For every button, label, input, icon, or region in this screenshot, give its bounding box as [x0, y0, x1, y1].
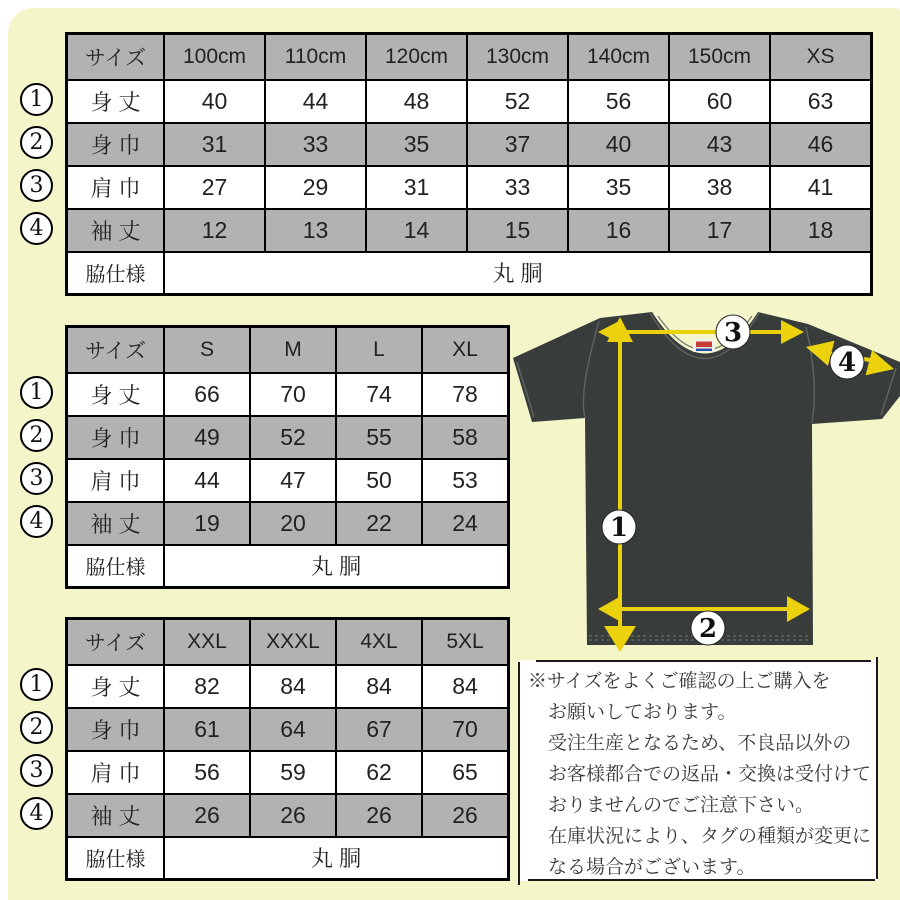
notice-text [528, 666, 873, 883]
size-header-cell: 140cm [568, 34, 669, 80]
measure-value-cell: 16 [568, 209, 669, 252]
measure-value-cell: 29 [265, 166, 366, 209]
size-header-label: サイズ [67, 619, 165, 665]
measure-value-cell: 52 [250, 416, 336, 459]
size-table-xxl-5xl [65, 617, 510, 881]
measure-value-cell: 61 [164, 708, 250, 751]
notice-line: お願いしております。 [548, 702, 737, 723]
measure-value-cell: 84 [336, 665, 422, 708]
measure-value-cell: 12 [164, 209, 265, 252]
shirt-marker-3 [716, 315, 750, 349]
measure-value-cell: 47 [250, 459, 336, 502]
shirt-marker-2 [691, 611, 725, 645]
size-header-cell: XXL [164, 619, 250, 665]
measure-value-cell: 18 [770, 209, 872, 252]
measure-value-cell: 14 [366, 209, 467, 252]
svg-text:1: 1 [609, 513, 629, 543]
measure-label-cell: 肩 巾 [67, 751, 165, 794]
measure-label-cell: 袖 丈 [67, 502, 165, 545]
notice-line: 受注生産となるため、不良品以外の [548, 733, 852, 754]
size-header-cell: S [164, 327, 250, 373]
measure-value-cell: 26 [336, 794, 422, 837]
measure-value-cell: 50 [336, 459, 422, 502]
size-table-kids-100-xs [65, 32, 873, 296]
measure-value-cell: 55 [336, 416, 422, 459]
measure-value-cell: 65 [422, 751, 509, 794]
measure-value-cell: 15 [467, 209, 568, 252]
size-header-cell: 5XL [422, 619, 509, 665]
measure-value-cell: 78 [422, 373, 509, 416]
circled-number-4: 4 [20, 212, 53, 245]
spec-label-cell: 脇仕様 [67, 545, 165, 588]
measure-value-cell: 26 [422, 794, 509, 837]
measure-value-cell: 46 [770, 123, 872, 166]
measure-value-cell: 31 [366, 166, 467, 209]
measure-value-cell: 20 [250, 502, 336, 545]
tshirt-diagram [500, 300, 900, 660]
measure-value-cell: 70 [422, 708, 509, 751]
measure-value-cell: 67 [336, 708, 422, 751]
measure-value-cell: 84 [250, 665, 336, 708]
measure-value-cell: 31 [164, 123, 265, 166]
measure-value-cell: 84 [422, 665, 509, 708]
measure-value-cell: 17 [669, 209, 770, 252]
size-header-cell: 150cm [669, 34, 770, 80]
circled-number-1: 1 [20, 83, 53, 116]
shirt-marker-4 [830, 345, 864, 379]
measure-value-cell: 41 [770, 166, 872, 209]
measure-value-cell: 35 [366, 123, 467, 166]
measure-label-cell: 身 丈 [67, 665, 165, 708]
spec-value-cell: 丸 胴 [164, 837, 509, 880]
size-header-cell: 110cm [265, 34, 366, 80]
measure-value-cell: 62 [336, 751, 422, 794]
measure-value-cell: 58 [422, 416, 509, 459]
svg-text:3: 3 [723, 318, 743, 348]
notice-line: ※サイズをよくご確認の上ご購入を [528, 671, 831, 692]
measure-value-cell: 33 [467, 166, 568, 209]
measure-value-cell: 64 [250, 708, 336, 751]
measure-value-cell: 53 [422, 459, 509, 502]
collar-tag-icon [693, 339, 715, 352]
notice-border-right [876, 657, 878, 879]
measure-label-cell: 肩 巾 [67, 166, 165, 209]
size-header-cell: 120cm [366, 34, 467, 80]
size-table-block-s-xl [20, 325, 510, 589]
measure-value-cell: 52 [467, 80, 568, 123]
notice-line: なる場合がございます。 [548, 857, 756, 878]
size-header-cell: 4XL [336, 619, 422, 665]
measure-value-cell: 33 [265, 123, 366, 166]
measure-value-cell: 44 [265, 80, 366, 123]
measure-label-cell: 身 巾 [67, 416, 165, 459]
notice-line: お客様都合での返品・交換は受付けて [548, 764, 872, 785]
shirt-marker-1 [602, 510, 636, 544]
notice-line: 在庫状況により、タグの種類が変更に [548, 826, 872, 847]
purchase-notice-box [517, 659, 879, 882]
measure-value-cell: 40 [568, 123, 669, 166]
measure-value-cell: 60 [669, 80, 770, 123]
measure-label-cell: 身 丈 [67, 80, 165, 123]
size-header-cell: XS [770, 34, 872, 80]
svg-text:2: 2 [698, 614, 718, 644]
size-header-cell: M [250, 327, 336, 373]
circled-number-2: 2 [20, 126, 53, 159]
circled-number-2: 2 [20, 711, 53, 744]
size-header-cell: 130cm [467, 34, 568, 80]
size-header-cell: L [336, 327, 422, 373]
circled-number-3: 3 [20, 462, 53, 495]
measure-value-cell: 35 [568, 166, 669, 209]
measure-value-cell: 56 [568, 80, 669, 123]
notice-line: おりませんのでご注意下さい。 [548, 795, 815, 816]
measure-value-cell: 56 [164, 751, 250, 794]
circled-number-4: 4 [20, 797, 53, 830]
circled-number-3: 3 [20, 169, 53, 202]
measure-value-cell: 13 [265, 209, 366, 252]
measure-value-cell: 19 [164, 502, 250, 545]
measure-value-cell: 22 [336, 502, 422, 545]
size-header-cell: XL [422, 327, 509, 373]
svg-text:4: 4 [837, 348, 857, 378]
size-header-cell: XXXL [250, 619, 336, 665]
size-header-cell: 100cm [164, 34, 265, 80]
measure-value-cell: 82 [164, 665, 250, 708]
measure-value-cell: 26 [164, 794, 250, 837]
measure-label-cell: 身 巾 [67, 708, 165, 751]
notice-border-top [536, 660, 871, 662]
size-table-block-kids [20, 32, 873, 296]
measure-value-cell: 43 [669, 123, 770, 166]
measure-value-cell: 63 [770, 80, 872, 123]
size-table-block-xxl-5xl [20, 617, 510, 881]
measure-value-cell: 44 [164, 459, 250, 502]
measure-label-cell: 袖 丈 [67, 794, 165, 837]
measure-value-cell: 38 [669, 166, 770, 209]
measure-value-cell: 66 [164, 373, 250, 416]
spec-label-cell: 脇仕様 [67, 837, 165, 880]
measure-value-cell: 59 [250, 751, 336, 794]
circled-number-2: 2 [20, 419, 53, 452]
size-header-label: サイズ [67, 327, 165, 373]
spec-label-cell: 脇仕様 [67, 252, 165, 295]
circled-number-1: 1 [20, 668, 53, 701]
circled-number-4: 4 [20, 505, 53, 538]
measure-value-cell: 74 [336, 373, 422, 416]
measure-value-cell: 49 [164, 416, 250, 459]
size-header-label: サイズ [67, 34, 165, 80]
measure-value-cell: 26 [250, 794, 336, 837]
measure-value-cell: 27 [164, 166, 265, 209]
measure-label-cell: 身 巾 [67, 123, 165, 166]
circled-number-1: 1 [20, 376, 53, 409]
measure-label-cell: 身 丈 [67, 373, 165, 416]
measure-value-cell: 70 [250, 373, 336, 416]
notice-border-left [518, 662, 520, 885]
measure-label-cell: 肩 巾 [67, 459, 165, 502]
measure-value-cell: 40 [164, 80, 265, 123]
measure-value-cell: 24 [422, 502, 509, 545]
spec-value-cell: 丸 胴 [164, 545, 509, 588]
size-table-s-xl [65, 325, 510, 589]
spec-value-cell: 丸 胴 [164, 252, 872, 295]
circled-number-3: 3 [20, 754, 53, 787]
measure-label-cell: 袖 丈 [67, 209, 165, 252]
measure-value-cell: 48 [366, 80, 467, 123]
measure-value-cell: 37 [467, 123, 568, 166]
